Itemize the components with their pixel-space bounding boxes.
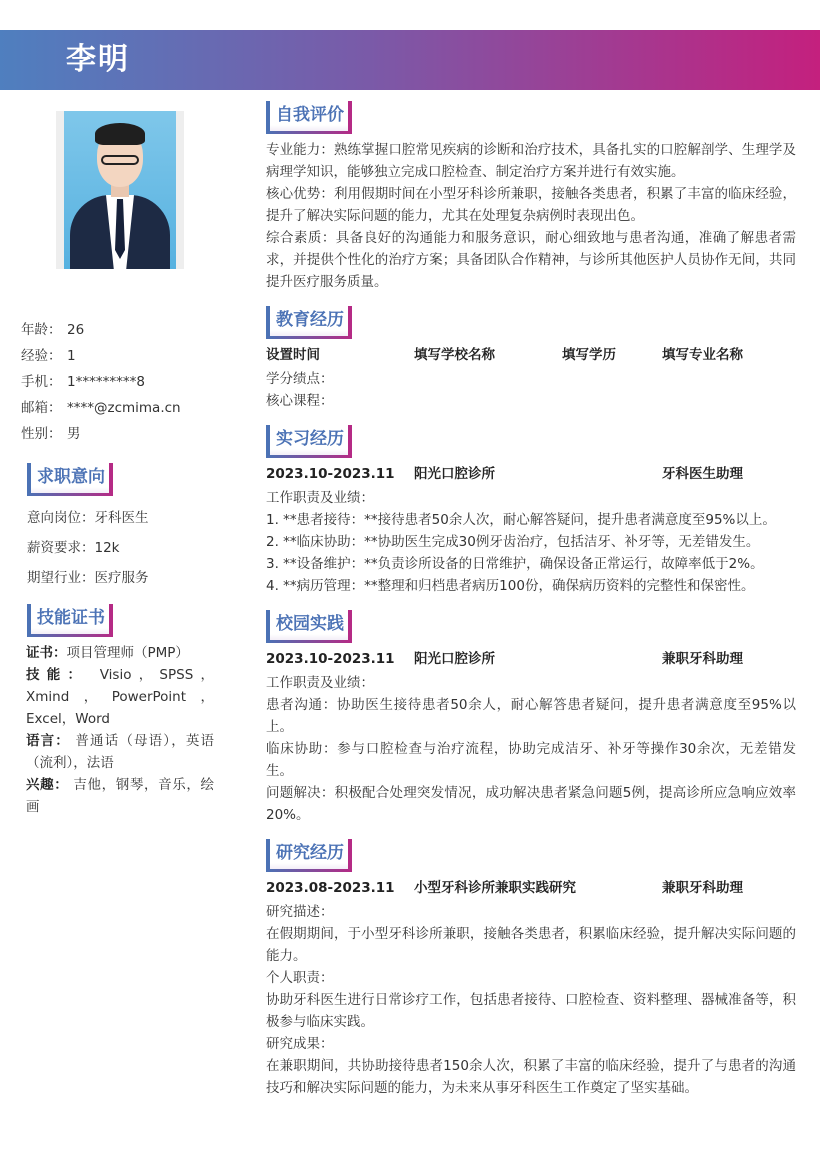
section-title-research: 研究经历 [266,839,352,869]
internship-org: 阳光口腔诊所 [414,466,495,482]
research-header-row [266,877,796,899]
internship-line: 2. **临床协助：**协助医生完成30例牙齿治疗，包括洁牙、补牙等，无差错发生。 [266,534,760,550]
skills-list [26,642,214,818]
campus-role: 兼职牙科助理 [662,651,743,667]
intent-salary: 薪资要求：12k [27,540,120,556]
skill-certificate: 证书：项目管理师（PMP） [26,645,189,661]
education-header-row [266,344,796,366]
self-eval-body [266,139,796,293]
campus-org: 阳光口腔诊所 [414,651,495,667]
basic-info [21,317,221,447]
info-gender: 性别： 男 [21,426,81,442]
self-eval-paragraph: 专业能力：熟练掌握口腔常见疾病的诊断和治疗技术，具备扎实的口腔解剖学、生理学及病理学知识，能够独立完成口腔检查、制定治疗方案并进行有效实施。 [266,142,796,180]
education-degree: 填写学历 [562,347,616,363]
candidate-name: 李明 [66,42,130,77]
campus-line: 患者沟通：协助医生接待患者50余人，耐心解答患者疑问，提升患者满意度至95%以上。 [266,697,796,735]
internship-line: 3. **设备维护：**负责诊所设备的日常维护，确保设备正常运行，故障率低于2%。 [266,556,764,572]
education-line: 学分绩点： [266,371,334,387]
skill-interests: 兴趣： 吉他，钢琴，音乐，绘画 [26,777,215,815]
internship-role: 牙科医生助理 [662,466,743,482]
research-body [266,901,796,1099]
research-org: 小型牙科诊所兼职实践研究 [414,880,576,896]
education-major: 填写专业名称 [662,347,743,363]
research-time: 2023.08-2023.11 [266,880,395,896]
section-title-skills: 技能证书 [27,604,113,634]
research-line: 个人职责： [266,970,334,986]
info-phone: 手机： 1*********8 [21,374,145,390]
research-line: 协助牙科医生进行日常诊疗工作，包括患者接待、口腔检查、资料整理、器械准备等，积极参与临床实践。 [266,992,796,1030]
research-line: 在假期期间，于小型牙科诊所兼职，接触各类患者，积累临床经验，提升解决实际问题的能力。 [266,926,796,964]
info-email: 邮箱： ****@zcmima.cn [21,400,181,416]
research-line: 在兼职期间，共协助接待患者150余人次，积累了丰富的临床经验，提升了与患者的沟通技巧和解决实际问题的能力，为未来从事牙科医生工作奠定了坚实基础。 [266,1058,796,1096]
profile-photo-frame [56,111,184,269]
education-school: 填写学校名称 [414,347,495,363]
internship-line: 1. **患者接待：**接待患者50余人次，耐心解答疑问，提升患者满意度至95%以上。 [266,512,776,528]
skill-languages: 语言： 普通话（母语），英语（流利），法语 [26,733,214,771]
self-eval-paragraph: 核心优势：利用假期时间在小型牙科诊所兼职，接触各类患者，积累了丰富的临床经验，提升了解决实际问题的能力，尤其在处理复杂病例时表现出色。 [266,186,796,224]
job-intent [27,506,227,596]
research-line: 研究成果： [266,1036,334,1052]
internship-line: 工作职责及业绩： [266,490,374,506]
section-title-self-eval: 自我评价 [266,101,352,131]
info-experience: 经验： 1 [21,348,76,364]
education-body [266,368,796,412]
internship-time: 2023.10-2023.11 [266,466,395,482]
skill-tools: 技能： Visio，SPSS，Xmind，PowerPoint，Excel，Word [26,667,215,727]
intent-industry: 期望行业：医疗服务 [27,570,149,586]
education-time: 设置时间 [266,347,320,363]
internship-line: 4. **病历管理：**整理和归档患者病历100份，确保病历资料的完整性和保密性。 [266,578,755,594]
research-role: 兼职牙科助理 [662,880,743,896]
internship-header-row [266,463,796,485]
section-title-intent: 求职意向 [27,463,113,493]
section-title-internship: 实习经历 [266,425,352,455]
section-title-education: 教育经历 [266,306,352,336]
internship-body [266,487,796,597]
info-age: 年龄： 26 [21,322,85,338]
campus-body [266,672,796,826]
intent-position: 意向岗位：牙科医生 [27,510,149,526]
self-eval-paragraph: 综合素质：具备良好的沟通能力和服务意识，耐心细致地与患者沟通，准确了解患者需求，并提供个性化的治疗方案；具备团队合作精神，与诊所其他医护人员协作无间，共同提升医疗服务质量。 [266,230,796,290]
campus-line: 问题解决：积极配合处理突发情况，成功解决患者紧急问题5例，提高诊所应急响应效率20%。 [266,785,796,823]
research-line: 研究描述： [266,904,334,920]
profile-photo [64,111,176,269]
campus-line: 工作职责及业绩： [266,675,374,691]
header-band [0,30,820,90]
campus-line: 临床协助：参与口腔检查与治疗流程，协助完成洁牙、补牙等操作30余次，无差错发生。 [266,741,796,779]
campus-time: 2023.10-2023.11 [266,651,395,667]
campus-header-row [266,648,796,670]
education-line: 核心课程： [266,393,334,409]
section-title-campus: 校园实践 [266,610,352,640]
